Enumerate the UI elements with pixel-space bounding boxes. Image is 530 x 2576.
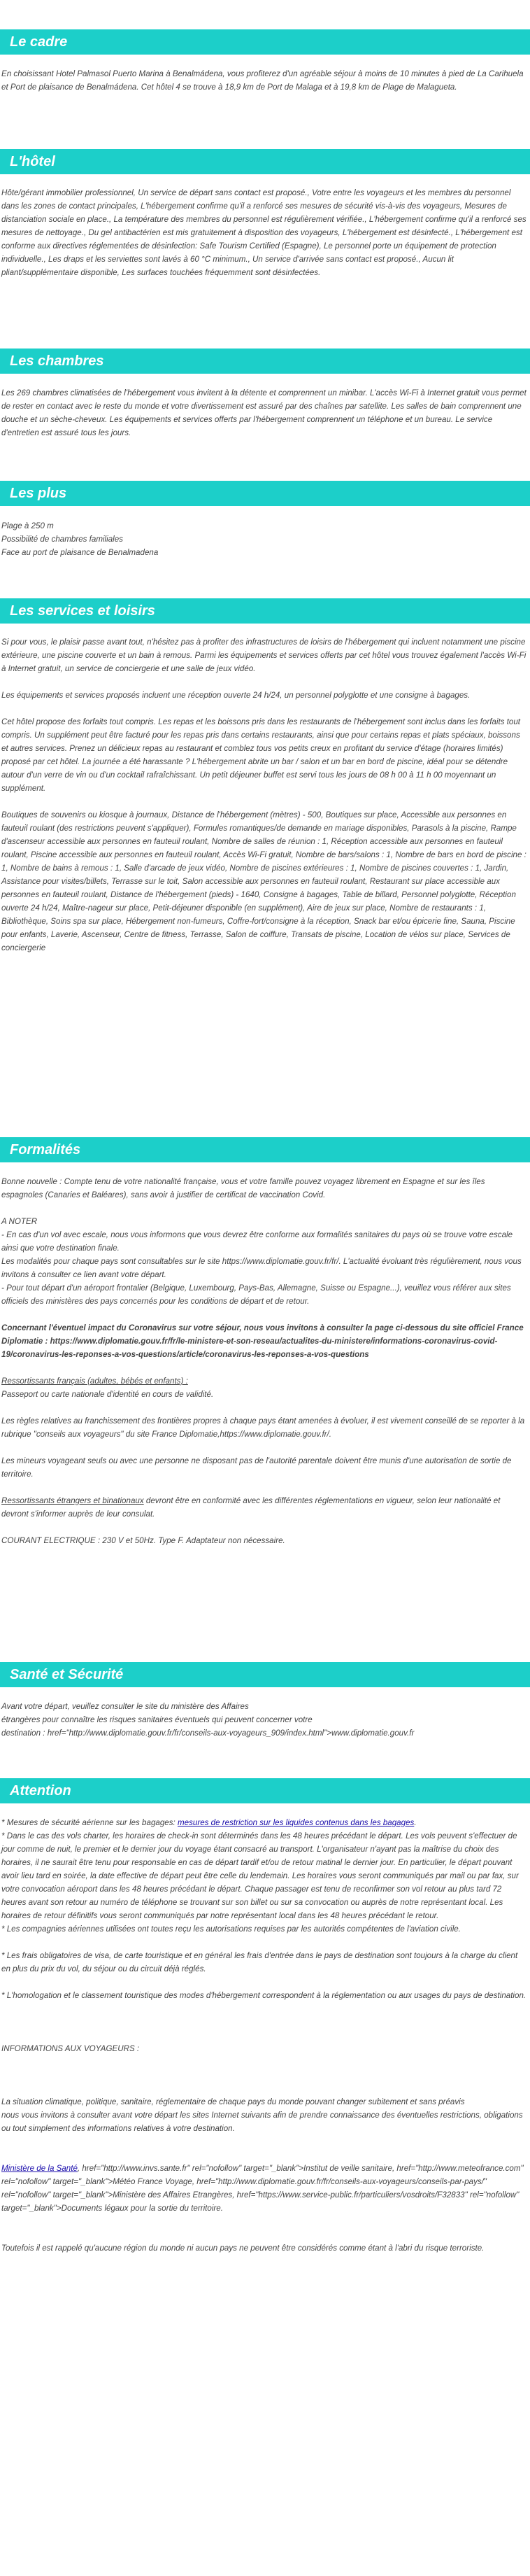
formalites-note2: Les modalités pour chaque pays sont consultables sur le site https://www.diplomatie.gouv.fr/fr/. L'actualité évoluant très régulièrement, nous vous invitons à consulter ce lien avant votre départ.	[1, 1257, 522, 1279]
attention-info-title: INFORMATIONS AUX VOYAGEURS :	[1, 2044, 140, 2053]
formalites-p1: Bonne nouvelle : Compte tenu de votre nationalité française, vous et votre famille pouvez voyagez librement en Espagne et sur les îles espagnoles (Canaries et Baléares), sans avoir à justifier de certificat de vaccination Covid.	[1, 1177, 485, 1199]
attention-p1-pre: * Mesures de sécurité aérienne sur les bagages:	[1, 1818, 178, 1827]
section-title-attention: Attention	[0, 1778, 530, 1803]
services-p4: Boutiques de souvenirs ou kiosque à journaux, Distance de l'hébergement (mètres) - 500, Boutiques sur place, Accessible aux personnes en fauteuil roulant (des restrictions peuvent s'appliquer), Formules romantiques/de demande en mariage disponibles, Parasols à la piscine, Rampe d'ascenseur accessible aux personnes en fauteuil roulant, Nombre de salles de réunion : 1, Réception accessible aux personnes en fauteuil roulant, Piscine accessible aux personnes en fauteuil roulant, Accès Wi-Fi gratuit, Nombre de bars/salons : 1, Nombre de bars en bord de piscine : 1, Nombre de bains à remous : 1, Salle d'arcade de jeux vidéo, Nombre de piscines extérieures : 1, Nombre de piscines couvertes : 1, Jardin, Assistance pour visites/billets, Terrasse sur le toit, Salon accessible aux personnes en fauteuil roulant, Restaurant sur place accessible aux personnes en fauteuil roulant, Distance de l'hébergement (pieds) - 1640, Consigne à bagages, Table de billard, Personnel polyglotte, Réception ouverte 24 h/24, Maître-nageur sur place, Petit-déjeuner disponible (en supplément), Aire de jeux sur place, Nombre de restaurants : 1, Bibliothèque, Soins spa sur place, Hébergement non-fumeurs, Coffre-fort/consigne à la réception, Snack bar et/ou épicerie fine, Sauna, Piscine pour enfants, Laverie, Ascenseur, Centre de fitness, Terrasse, Salon de coiffure, Transats de piscine, Location de vélos sur place, Services de conciergerie	[1, 810, 527, 952]
section-title-formalites: Formalités	[0, 1137, 530, 1162]
section-sante	[0, 1700, 530, 1740]
plus-item: Plage à 250 m	[1, 521, 54, 530]
section-services	[0, 635, 530, 955]
attention-p2: * Dans le cas des vols charter, les horaires de check-in sont déterminés dans les 48 heures précédant le départ. Les vols peuvent s'effectuer de jour comme de nuit, le premier et le dernier jour du voyage étant consacré au transport. L'organisateur n'ayant pas la maîtrise du choix des horaires, il ne saurait être tenu pour responsable en cas de départ tardif et/ou de retour matinal le dernier jour. En particulier, le départ pouvant avoir lieu tard en soirée, la date effective de départ peut être celle du lendemain. Les horaires vous seront communiqués par mail ou par fax, sur votre convocation aéroport dans les 48 heures précédant le départ. Chaque passager est tenu de reconfirmer son vol retour au plus tard 72 heures avant son retour au numéro de téléphone se trouvant sur son billet ou sur sa convocation ou auprès de notre représentant local. Les horaires de retour définitifs vous seront communiqués par notre représentant local dans les 48 heures précédant le retour.	[1, 1831, 519, 1920]
formalites-note3: - Pour tout départ d'un aéroport frontalier (Belgique, Luxembourg, Pays-Bas, Allemagne, Suisse ou Espagne...), veuillez vous référer aux sites officiels des ministères des pays concernés pour les conditions de départ et de retour.	[1, 1283, 511, 1306]
section-title-services: Les services et loisirs	[0, 598, 530, 624]
attention-p5: * L'homologation et le classement touristique des modes d'hébergement correspondent à la réglementation ou aux usages du pays de destination.	[1, 1991, 527, 2000]
section-title-plus: Les plus	[0, 481, 530, 506]
section-plus	[0, 519, 530, 559]
section-title-hotel: L'hôtel	[0, 149, 530, 174]
section-cadre	[0, 67, 530, 94]
attention-p1	[1, 1816, 529, 1829]
formalites-rules: Les règles relatives au franchissement des frontières propres à chaque pays étant amenées à évoluer, il est vivement conseillé de se reporter à la rubrique "conseils aux voyageurs" du site France Diplomatie,https://www.diplomatie.gouv.fr/.	[1, 1416, 525, 1439]
attention-p3: * Les compagnies aériennes utilisées ont toutes reçu les autorisations requises par les autorités compétentes de l'aviation civile.	[1, 1924, 461, 1934]
sante-l2: étrangères pour connaître les risques sanitaires éventuels qui peuvent concerner votre	[1, 1715, 313, 1724]
attention-final: Toutefois il est rappelé qu'aucune région du monde ni aucun pays ne peuvent être considérés comme étant à l'abri du risque terroriste.	[1, 2244, 485, 2253]
hotel-text: Hôte/gérant immobilier professionnel, Un service de départ sans contact est proposé., Votre entre les voyageurs et les membres du personnel dans les zones de contact principales, L'hébergement confirme qu'il a renforcé ses mesures de sécurité vis-à-vis des voyageurs, Mesures de distanciation sociale en place., La température des membres du personnel est régulièrement vérifiée., L'hébergement confirme qu'il a renforcé ses mesures de nettoyage., Du gel antibactérien est mis gratuitement à disposition des voyageurs, L'hébergement est désinfecté., L'hébergement est conforme aux directives réglementées de désinfection: Safe Tourism Certified (Espagne), Le personnel porte un équipement de protection individuelle., Les draps et les serviettes sont lavés à 60 °C minimum., Un service d'arrivée sans contact est proposé., Aucun lit pliant/supplémentaire disponible, Les surfaces touchées fréquemment sont désinfectées.	[1, 188, 527, 277]
section-formalites	[0, 1175, 530, 1547]
section-title-sante: Santé et Sécurité	[0, 1662, 530, 1687]
plus-item: Possibilité de chambres familiales	[1, 535, 123, 544]
cadre-text: En choisissant Hotel Palmasol Puerto Marina à Benalmádena, vous profiterez d'un agréable séjour à moins de 10 minutes à pied de La Carihuela et Port de plaisance de Benalmádena. Cet hôtel 4 se trouve à 18,9 km de Port de Malaga et à 19,8 km de Plage de Malagueta.	[1, 69, 524, 92]
attention-invite: nous vous invitons à consulter avant votre départ les sites Internet suivants afin de prendre connaissance des éventuelles restrictions, obligations ou tout simplement des informations relatives à votre destination.	[1, 2111, 523, 2133]
formalites-note1: - En cas d'un vol avec escale, nous vous informons que vous devrez être conforme aux formalités sanitaires du pays où se trouve votre escale ainsi que votre destination finale.	[1, 1230, 513, 1253]
attention-situation: La situation climatique, politique, sanitaire, réglementaire de chaque pays du monde pouvant changer subitement et sans préavis	[1, 2097, 465, 2106]
formalites-res-et-title: Ressortissants étrangers et binationaux	[1, 1496, 144, 1505]
attention-p4: * Les frais obligatoires de visa, de carte touristique et en général les frais d'entrée dans le pays de destination sont toujours à la charge du client en plus du prix du vol, du séjour ou du circuit déjà réglés.	[1, 1951, 518, 1973]
attention-p1-post: .	[414, 1818, 417, 1827]
formalites-note-title: A NOTER	[1, 1217, 38, 1226]
chambres-text: Les 269 chambres climatisées de l'hébergement vous invitent à la détente et comprennent un minibar. L'accès Wi-Fi à Internet gratuit vous permet de rester en contact avec le reste du monde et votre divertissement est assuré par des chaînes par satellite. Les salles de bain comprennent une douche et un sèche-cheveux. Les équipements et services offerts par l'hébergement comprennent un téléphone et un bureau. Le service d'entretien est assuré tous les jours.	[1, 388, 527, 437]
section-hotel	[0, 186, 530, 279]
sante-l3: destination : href="http://www.diplomatie.gouv.fr/fr/conseils-aux-voyageurs_909/index.html">www.diplomatie.gouv.fr	[1, 1729, 415, 1738]
section-attention	[0, 1816, 530, 2255]
section-title-chambres: Les chambres	[0, 349, 530, 374]
services-p1: Si pour vous, le plaisir passe avant tout, n'hésitez pas à profiter des infrastructures de loisirs de l'hébergement qui incluent notamment une piscine extérieure, une piscine couverte et un bain à remous. Parmi les équipements et services offerts par cet hôtel vous trouvez également l'accès Wi-Fi à Internet gratuit, un service de conciergerie et une salle de jeux vidéo.	[1, 638, 527, 673]
attention-links-text: , href="http://www.invs.sante.fr" rel="nofollow" target="_blank">Institut de veille sanitaire, href="http://www.meteofrance.com" rel="nofollow" target="_blank">Météo France Voyage, href="http://www.diplomatie.gouv.fr/fr/conseils-aux-voyageurs/conseils-par-pays/" rel="nofollow" target="_blank">Ministère des Affaires Etrangères, href="https://www.service-public.fr/particuliers/vosdroits/F32833" rel="nofollow" target="_blank">Documents légaux pour la sortie du territoire.	[1, 2164, 524, 2213]
plus-item: Face au port de plaisance de Benalmadena	[1, 548, 159, 557]
formalites-current: COURANT ELECTRIQUE : 230 V et 50Hz. Type F. Adaptateur non nécessaire.	[1, 1536, 285, 1545]
services-p3: Cet hôtel propose des forfaits tout compris. Les repas et les boissons pris dans les restaurants de l'hébergement sont inclus dans les forfaits tout compris. Un supplément peut être facturé pour les repas pris dans certains restaurants, ainsi que pour certains repas et plats spéciaux, boissons et autres services. Prenez un délicieux repas au restaurant et comblez tous vos petits creux en profitant du service d'étage (horaires limités) proposé par cet hôtel. La journée a été harassante ? L'hébergement abrite un bar / salon et un bar en bord de piscine, idéal pour se détendre autour d'un verre de vin ou d'un cocktail rafraîchissant. Un petit déjeuner buffet est servi tous les jours de 08 h 00 à 11 h 00 moyennant un supplément.	[1, 717, 521, 793]
liquids-restriction-link[interactable]: mesures de restriction sur les liquides contenus dans les bagages	[177, 1818, 415, 1827]
formalites-res-et-text: devront être en conformité avec les différentes réglementations en vigueur, selon leur nationalité et devront s'informer auprès de leur consulat.	[1, 1496, 501, 1519]
formalites-coronavirus: Concernant l'éventuel impact du Coronavirus sur votre séjour, nous vous invitons à consulter la page ci-dessous du site officiel France Diplomatie : https://www.diplomatie.gouv.fr/fr/le-ministere-et-son-reseau/actualites-du-ministere/informations-coronavirus-covid-19/coronavirus-les-reponses-a-vos-questions/article/coronavirus-les-reponses-a-vos-questions	[1, 1323, 524, 1359]
formalites-res-fr-text: Passeport ou carte nationale d'identité en cours de validité.	[1, 1390, 214, 1399]
formalites-res-et	[1, 1494, 529, 1521]
sante-l1: Avant votre départ, veuillez consulter le site du ministère des Affaires	[1, 1702, 249, 1711]
ministere-sante-link[interactable]: Ministère de la Santé	[1, 2164, 78, 2173]
attention-links	[1, 2162, 529, 2215]
formalites-res-fr-title: Ressortissants français (adultes, bébés et enfants) :	[1, 1377, 188, 1386]
section-chambres	[0, 386, 530, 439]
section-title-cadre: Le cadre	[0, 29, 530, 55]
formalites-minors: Les mineurs voyageant seuls ou avec une personne ne disposant pas de l'autorité parentale doivent être munis d'une autorisation de sortie de territoire.	[1, 1456, 512, 1479]
services-p2: Les équipements et services proposés incluent une réception ouverte 24 h/24, un personnel polyglotte et une consigne à bagages.	[1, 691, 471, 700]
